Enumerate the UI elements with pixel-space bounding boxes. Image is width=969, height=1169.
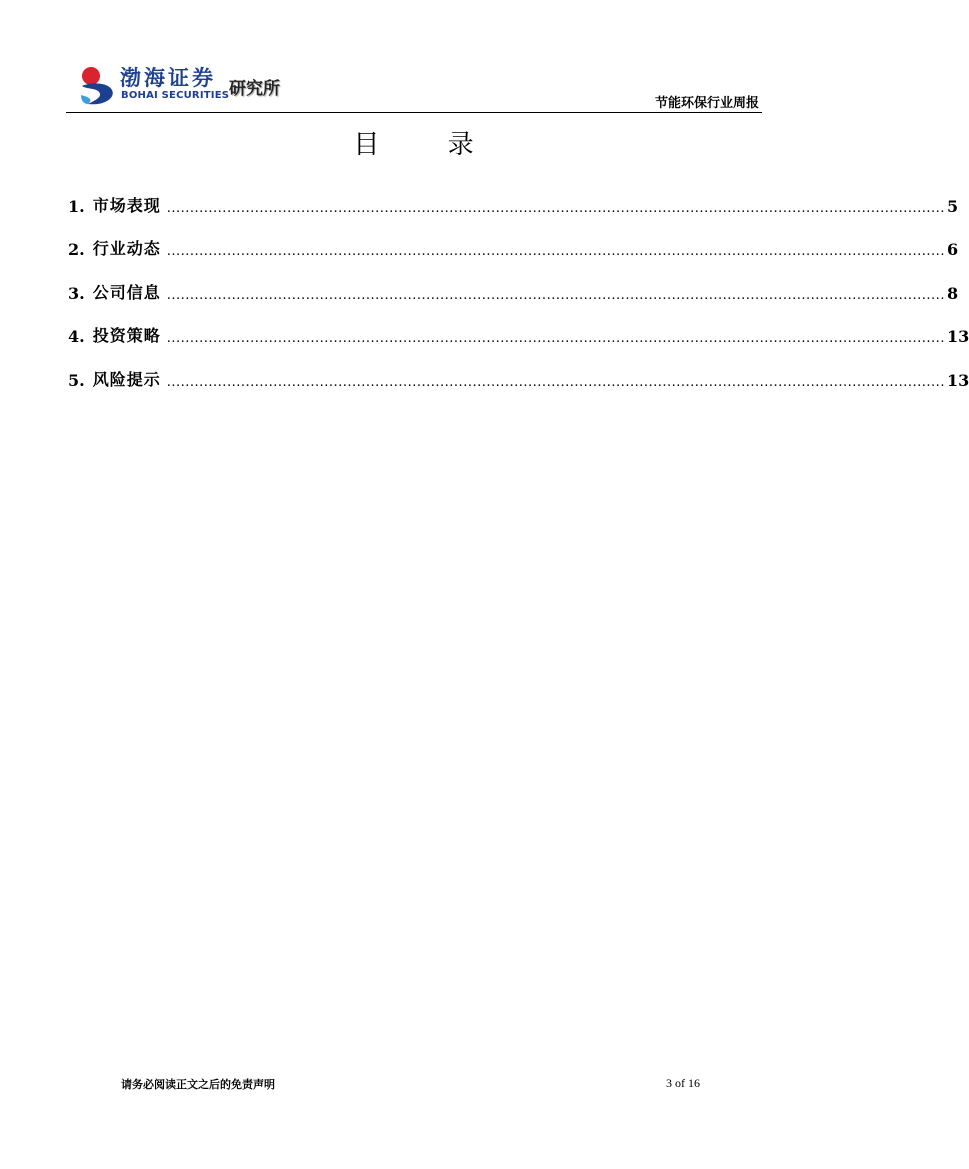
header-divider: [66, 112, 762, 113]
toc-entry-label: 投资策略: [92, 326, 161, 345]
toc-entry-industry[interactable]: [68, 216, 959, 260]
toc-leader-dots: ........................................................................................................................................................................: [166, 331, 945, 346]
toc-entry-page: 13: [946, 327, 969, 346]
toc-entry-page: 13: [946, 370, 969, 390]
bohai-logo-icon: [78, 64, 118, 106]
page-header: [0, 0, 827, 120]
toc-entry-number: 1.: [68, 196, 85, 216]
toc-entry-page: 6: [946, 240, 959, 259]
toc-entry-label: 公司信息: [92, 282, 161, 302]
toc-entry-market[interactable]: [68, 172, 959, 216]
report-type: 节能环保行业周报: [654, 96, 759, 111]
toc-entry-strategy[interactable]: [68, 303, 969, 347]
toc-leader-dots: ........................................................................................................................................................................: [166, 374, 945, 390]
toc-entry-risk[interactable]: [68, 346, 969, 390]
toc-entry-page: 5: [946, 196, 959, 216]
institute-label: 研究所: [229, 79, 280, 99]
table-of-contents: [68, 172, 969, 390]
logo-text-en: BOHAI SECURITIES: [121, 90, 230, 101]
page-indicator: 3 of 16: [666, 1076, 700, 1090]
toc-entry-label: 行业动态: [92, 239, 161, 258]
toc-entry-label: 风险提示: [92, 369, 161, 389]
toc-leader-dots: ........................................................................................................................................................................: [166, 287, 945, 303]
toc-title: 目 录: [353, 130, 504, 160]
toc-entry-number: 2.: [68, 240, 85, 259]
toc-leader-dots: ........................................................................................................................................................................: [166, 244, 945, 259]
toc-leader-dots: ........................................................................................................................................................................: [166, 200, 945, 216]
toc-entry-company[interactable]: [68, 259, 959, 303]
logo-text-cn: 渤海证券: [120, 65, 216, 90]
toc-entry-number: 5.: [68, 370, 85, 390]
toc-entry-number: 4.: [68, 327, 85, 346]
toc-entry-label: 市场表现: [92, 195, 161, 215]
disclaimer-note: 请务必阅读正文之后的免责声明: [121, 1078, 275, 1091]
toc-entry-page: 8: [946, 283, 959, 303]
toc-entry-number: 3.: [68, 283, 85, 303]
